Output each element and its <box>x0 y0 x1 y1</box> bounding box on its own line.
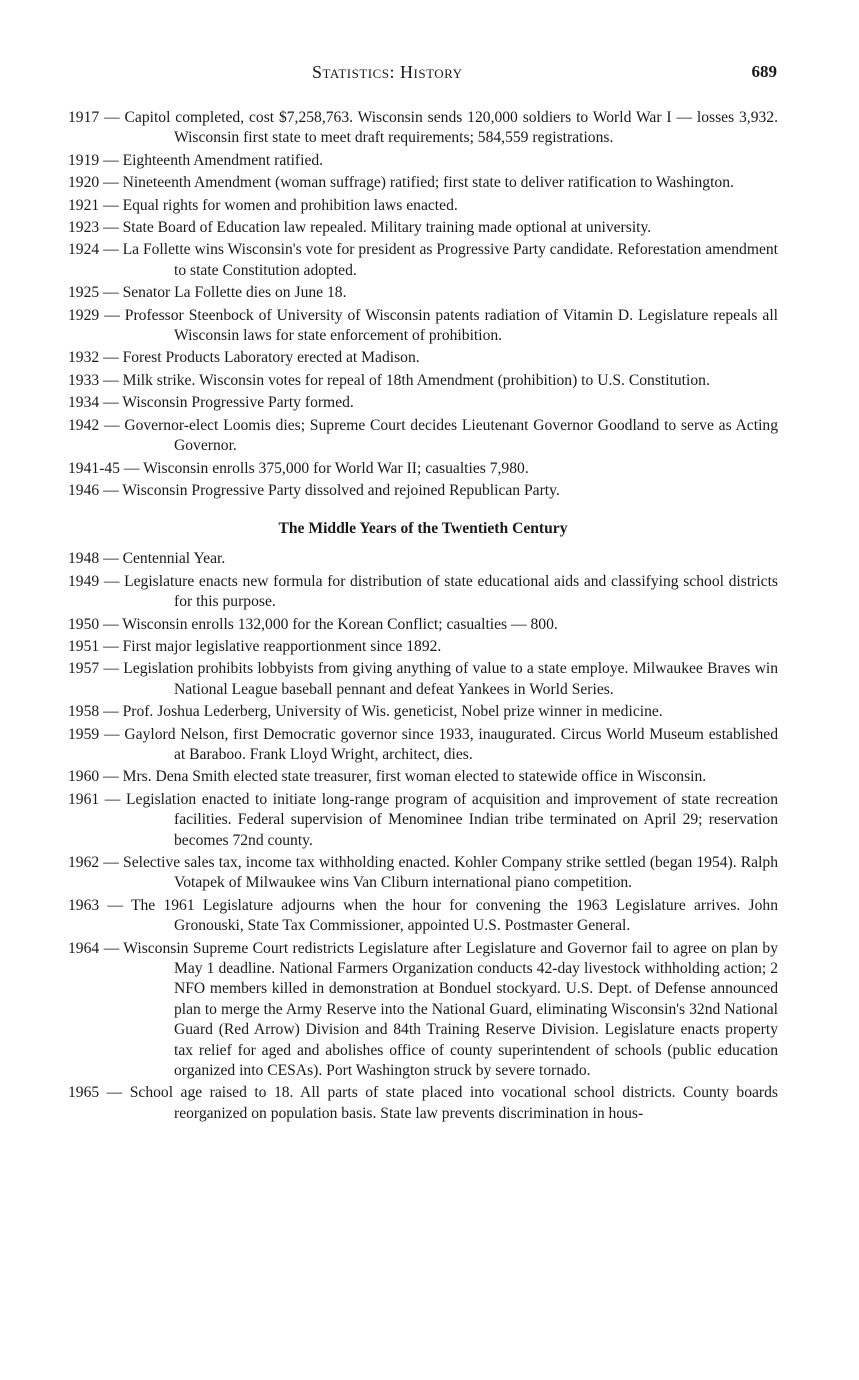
entry-year: 1950 <box>68 615 100 633</box>
entry-year: 1924 <box>68 241 100 259</box>
entry-year: 1948 <box>68 550 100 568</box>
entry-year: 1961 <box>68 790 100 808</box>
entry-text: Senator La Follette dies on June 18. <box>122 284 347 302</box>
entry-year: 1959 <box>68 725 100 743</box>
chronology-entry: 1950 — Wisconsin enrolls 132,000 for the Korean Conflict; casualties — 800. <box>68 615 558 633</box>
entry-text: Equal rights for women and prohibition laws enacted. <box>122 196 458 214</box>
chronology-entry: 1933 — Milk strike. Wisconsin votes for repeal of 18th Amendment (prohibition) to U.S. Constitution. <box>68 371 710 389</box>
entry-text: Mrs. Dena Smith elected state treasurer, first woman elected to statewide office in Wisconsin. <box>122 768 707 786</box>
chronology-entry: 1948 — Centennial Year. <box>68 550 226 568</box>
entry-text: Wisconsin Progressive Party dissolved and rejoined Republican Party. <box>122 481 560 499</box>
entry-year: 1923 <box>68 219 100 237</box>
chronology-entry: 1962 — Selective sales tax, income tax withholding enacted. Kohler Company strike settled (began 1954). Ralph Votapek of Milwaukee wins Van Cliburn international piano competition. <box>68 854 778 892</box>
entry-year: 1934 <box>68 394 100 412</box>
entry-year: 1962 <box>68 854 100 871</box>
chronology-entry: 1959 — Gaylord Nelson, first Democratic governor since 1933, inaugurated. Circus World Museum established at Baraboo. Frank Lloyd Wright, architect, dies. <box>68 725 779 763</box>
entry-text: Centennial Year. <box>122 550 226 568</box>
entry-year: 1933 <box>68 371 100 389</box>
chronology-entry: 1961 — Legislation enacted to initiate long-range program of acquisition and improvement of state recreation facilities. Federal supervision of Menominee Indian tribe terminated on April 29; reservation becomes 72nd county. <box>68 790 779 849</box>
entry-text: Nineteenth Amendment (woman suffrage) ratified; first state to deliver ratification to Washington. <box>122 174 734 192</box>
entry-text: Forest Products Laboratory erected at Madison. <box>122 349 420 367</box>
chronology-entry: 1965 — School age raised to 18. All parts of state placed into vocational school districts. County boards reorganized on population basis. State law prevents discrimination in hous- <box>68 1084 778 1122</box>
entry-year: 1929 <box>68 306 100 324</box>
chronology-entry: 1920 — Nineteenth Amendment (woman suffrage) ratified; first state to deliver ratification to Washington. <box>68 174 734 192</box>
chronology-entry: 1957 — Legislation prohibits lobbyists from giving anything of value to a state employe. Milwaukee Braves win National League baseball pennant and defeat Yankees in World Series. <box>68 660 778 698</box>
entry-year: 1965 <box>68 1084 100 1102</box>
chronology-entry: 1934 — Wisconsin Progressive Party formed. <box>68 394 354 412</box>
entry-year: 1920 <box>68 174 100 192</box>
entry-text: Wisconsin Progressive Party formed. <box>122 394 354 412</box>
entry-text: The 1961 Legislature adjourns when the hour for convening the 1963 Legislature arrives. John Gronouski, State Tax Commissioner, appointed U.S. Postmaster General. <box>130 896 778 935</box>
entry-text: Governor-elect Loomis dies; Supreme Court decides Lieutenant Governor Goodland to serve as Acting Governor. <box>124 416 778 455</box>
chronology-entry: 1942 — Governor-elect Loomis dies; Supreme Court decides Lieutenant Governor Goodland to serve as Acting Governor. <box>68 416 778 455</box>
entry-text: Selective sales tax, income tax withholding enacted. Kohler Company strike settled (began 1954). Ralph Votapek of Milwaukee wins Van Cliburn international piano competition. <box>123 854 778 892</box>
entry-year: 1964 <box>68 939 100 957</box>
chronology-entry: 1925 — Senator La Follette dies on June 18. <box>68 284 347 302</box>
entries-group-a <box>68 108 778 501</box>
entry-text: Capitol completed, cost $7,258,763. Wisconsin sends 120,000 soldiers to World War I — losses 3,932. Wisconsin first state to meet draft requirements; 584,559 registrations. <box>124 109 778 147</box>
chronology-entry: 1941-45 — Wisconsin enrolls 375,000 for World War II; casualties 7,980. <box>68 459 529 477</box>
chronology-entry: 1949 — Legislature enacts new formula for distribution of state educational aids and classifying school districts for this purpose. <box>68 572 778 611</box>
entries-group-b <box>68 549 778 1124</box>
chronology-entry: 1932 — Forest Products Laboratory erected at Madison. <box>68 349 420 367</box>
chronology-entry: 1946 — Wisconsin Progressive Party dissolved and rejoined Republican Party. <box>68 481 560 499</box>
entry-year: 1917 <box>68 109 100 126</box>
entry-text: Professor Steenbock of University of Wisconsin patents radiation of Vitamin D. Legislature repeals all Wisconsin laws for state enforcement of prohibition. <box>124 306 778 345</box>
entry-year: 1960 <box>68 768 100 786</box>
entry-text: Wisconsin enrolls 375,000 for World War II; casualties 7,980. <box>143 459 529 477</box>
entry-year: 1949 <box>68 572 100 590</box>
chronology-entry: 1919 — Eighteenth Amendment ratified. <box>68 151 324 169</box>
entry-text: First major legislative reapportionment since 1892. <box>122 637 442 655</box>
entry-text: Wisconsin Supreme Court redistricts Legislature after Legislature and Governor fail to agree on plan by May 1 deadline. National Farmers Organization conducts 42-day livestock withholding action; 2 NFO members killed in demonstration at Bonduel stockyard. U.S. Dept. of Defense announced plan to merge the Army Reserve into the National Guard, eliminating Wisconsin's 32nd National Guard (Red Arrow) Division and 84th Training Reserve Division. Legislature enacts property tax relief for aged and abolishes office of county superintendent of schools (public education organized into CESAs). Port Washington struck by severe tornado. <box>123 939 779 1080</box>
entry-year: 1932 <box>68 349 100 367</box>
entry-text: Legislation prohibits lobbyists from giving anything of value to a state employe. Milwaukee Braves win National League baseball pennant and defeat Yankees in World Series. <box>123 660 778 698</box>
entry-year: 1941-45 <box>68 459 120 477</box>
entry-year: 1958 <box>68 703 100 721</box>
chronology-entry: 1963 — The 1961 Legislature adjourns when the hour for convening the 1963 Legislature arrives. John Gronouski, State Tax Commissioner, appointed U.S. Postmaster General. <box>68 896 778 935</box>
chronology-entry: 1921 — Equal rights for women and prohibition laws enacted. <box>68 196 458 214</box>
entry-text: Legislature enacts new formula for distribution of state educational aids and classifying school districts for this purpose. <box>124 572 778 611</box>
entry-text: State Board of Education law repealed. Military training made optional at university. <box>122 219 652 237</box>
page-number: 689 <box>751 62 777 81</box>
entry-year: 1963 <box>68 896 100 914</box>
entry-text: Legislation enacted to initiate long-range program of acquisition and improvement of state recreation facilities. Federal supervision of Menominee Indian tribe terminated on April 29; reservation becomes 72nd county. <box>126 790 779 849</box>
entry-year: 1921 <box>68 196 100 214</box>
chronology-entry: 1917 — Capitol completed, cost $7,258,763. Wisconsin sends 120,000 soldiers to World War I — losses 3,932. Wisconsin first state to meet draft requirements; 584,559 registrations. <box>68 109 778 147</box>
section-heading: The Middle Years of the Twentieth Century <box>278 520 568 538</box>
chronology-entry: 1958 — Prof. Joshua Lederberg, University of Wis. geneticist, Nobel prize winner in medicine. <box>68 703 663 721</box>
entry-year: 1957 <box>68 660 100 678</box>
chronology-entry: 1960 — Mrs. Dena Smith elected state treasurer, first woman elected to statewide office in Wisconsin. <box>68 768 707 786</box>
entry-year: 1951 <box>68 637 100 655</box>
chronology-entry: 1923 — State Board of Education law repealed. Military training made optional at university. <box>68 219 652 237</box>
entry-text: La Follette wins Wisconsin's vote for president as Progressive Party candidate. Reforestation amendment to state Constitution adopted. <box>122 241 778 279</box>
entry-year: 1925 <box>68 284 100 302</box>
entry-text: Gaylord Nelson, first Democratic governor since 1933, inaugurated. Circus World Museum established at Baraboo. Frank Lloyd Wright, architect, dies. <box>124 725 779 763</box>
running-head: Statistics: History <box>312 62 463 82</box>
chronology-entry: 1929 — Professor Steenbock of University of Wisconsin patents radiation of Vitamin D. Legislature repeals all Wisconsin laws for state enforcement of prohibition. <box>68 306 778 345</box>
entry-text: School age raised to 18. All parts of state placed into vocational school districts. County boards reorganized on population basis. State law prevents discrimination in hous- <box>129 1084 778 1122</box>
entry-year: 1946 <box>68 481 100 499</box>
entry-text: Milk strike. Wisconsin votes for repeal of 18th Amendment (prohibition) to U.S. Constitution. <box>122 371 710 389</box>
entry-year: 1942 <box>68 416 100 434</box>
chronology-entry: 1951 — First major legislative reapportionment since 1892. <box>68 637 442 655</box>
entry-text: Wisconsin enrolls 132,000 for the Korean Conflict; casualties — 800. <box>122 615 558 633</box>
entry-text: Prof. Joshua Lederberg, University of Wis. geneticist, Nobel prize winner in medicine. <box>122 703 663 721</box>
entry-text: Eighteenth Amendment ratified. <box>122 151 324 169</box>
chronology-entry: 1964 — Wisconsin Supreme Court redistricts Legislature after Legislature and Governor fail to agree on plan by May 1 deadline. National Farmers Organization conducts 42-day livestock withholding action; 2 NFO members killed in demonstration at Bonduel stockyard. U.S. Dept. of Defense announced plan to merge the Army Reserve into the National Guard, eliminating Wisconsin's 32nd National Guard (Red Arrow) Division and 84th Training Reserve Division. Legislature enacts property tax relief for aged and abolishes office of county superintendent of schools (public education organized into CESAs). Port Washington struck by severe tornado. <box>68 939 779 1080</box>
entry-year: 1919 <box>68 151 100 169</box>
chronology-entry: 1924 — La Follette wins Wisconsin's vote for president as Progressive Party candidate. Reforestation amendment to state Constitution adopted. <box>68 241 778 279</box>
chronology <box>68 108 778 1126</box>
page-header <box>0 60 859 88</box>
